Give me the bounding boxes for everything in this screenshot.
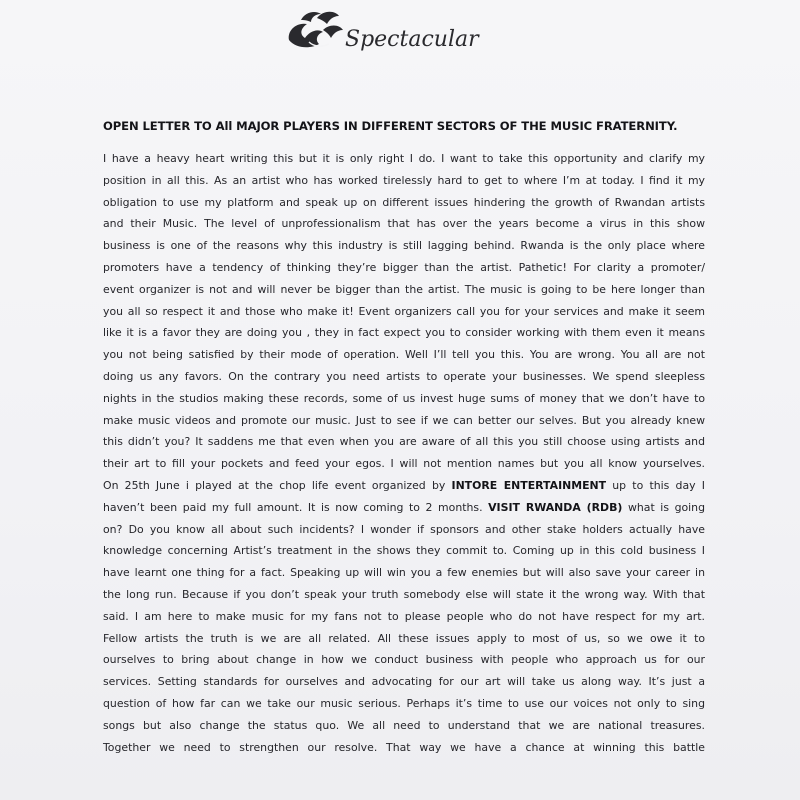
line-text: up to this day I xyxy=(606,478,705,492)
body-line: business is one of the reasons why this industry is still lagging behind. Rwanda is the only place where xyxy=(103,239,705,253)
body-line: event organizer is not and will never be bigger than the artist. The music is going to be here longer than xyxy=(103,282,705,296)
body-line: doing us any favors. On the contrary you need artists to operate your businesses. We spend sleepless xyxy=(103,369,705,383)
body-line: have learnt one thing for a fact. Speaking up will win you a few enemies but will also save your career in xyxy=(103,566,705,580)
line-text: On 25th June i played at the chop life event organized by xyxy=(103,478,452,492)
body-line: on? Do you know all about such incidents? I wonder if sponsors and other stake holders actually have xyxy=(103,522,705,536)
body-line-intore xyxy=(103,475,705,497)
body-line: you all so respect it and those who make it! Event organizers call you for your services and make it seem xyxy=(103,304,705,318)
body-line: their art to fill your pockets and feed your egos. I will not mention names but you all know yourselves. xyxy=(103,457,705,471)
body-line: services. Setting standards for ourselves and advocating for our art will take us along way. It’s just a xyxy=(103,675,705,689)
body-line: promoters have a tendency of thinking they’re bigger than the artist. Pathetic! For clarity a promoter/ xyxy=(103,260,705,274)
body-line: you not being satisfied by their mode of operation. Well I’ll tell you this. You are wrong. You all are not xyxy=(103,348,705,362)
intore-entertainment-highlight: INTORE ENTERTAINMENT xyxy=(451,478,607,492)
line-text: haven’t been paid my full amount. It is now coming to 2 months. xyxy=(103,500,489,514)
body-line: nights in the studios making these records, some of us invest huge sums of money that we don’t have to xyxy=(103,391,705,405)
body-line: like it is a favor they are doing you , they in fact expect you to consider working with them even it means xyxy=(103,326,705,340)
flame-bird-icon xyxy=(283,6,523,58)
letter-title: OPEN LETTER TO All MAJOR PLAYERS IN DIFFERENT SECTORS OF THE MUSIC FRATERNITY. xyxy=(103,119,678,133)
visit-rwanda-highlight: VISIT RWANDA (RDB) xyxy=(488,500,623,514)
body-line: ourselves to bring about change in how we conduct business with people who approach us for our xyxy=(103,653,705,667)
body-line: knowledge concerning Artist’s treatment in the shows they commit to. Coming up in this cold business I xyxy=(103,544,705,558)
body-line-visit-rwanda xyxy=(103,497,705,519)
body-line: Fellow artists the truth is we are all related. All these issues apply to most of us, so we owe it to xyxy=(103,631,705,645)
body-line: I have a heavy heart writing this but it is only right I do. I want to take this opportunity and clarify my xyxy=(103,152,705,165)
body-line: make music videos and promote our music. Just to see if we can better our selves. But you already knew xyxy=(103,413,705,427)
logo-wordmark: Spectacular xyxy=(345,27,479,52)
body-line: this didn’t you? It saddens me that even when you are aware of all this you still choose using artists and xyxy=(103,435,705,449)
letter-body xyxy=(103,148,705,758)
body-line: said. I am here to make music for my fans not to please people who do not have respect for my art. xyxy=(103,609,705,623)
body-line: and their Music. The level of unprofessionalism that has over the years become a virus in this show xyxy=(103,217,705,231)
body-line: question of how far can we take our music serious. Perhaps it’s time to use our voices not only to sing xyxy=(103,696,705,710)
line-text: what is going xyxy=(622,500,705,514)
body-line: Together we need to strengthen our resolve. That way we have a chance at winning this battle xyxy=(103,740,705,754)
body-line: songs but also change the status quo. We all need to understand that we are national treasures. xyxy=(103,718,705,732)
body-line: obligation to use my platform and speak up on different issues hindering the growth of Rwandan artists xyxy=(103,195,705,209)
body-line: position in all this. As an artist who has worked tirelessly hard to get to where I’m at today. I find it my xyxy=(103,173,705,187)
body-line: the long run. Because if you don’t speak your truth somebody else will state it the wrong way. With that xyxy=(103,587,705,601)
spectacular-logo xyxy=(283,6,523,58)
